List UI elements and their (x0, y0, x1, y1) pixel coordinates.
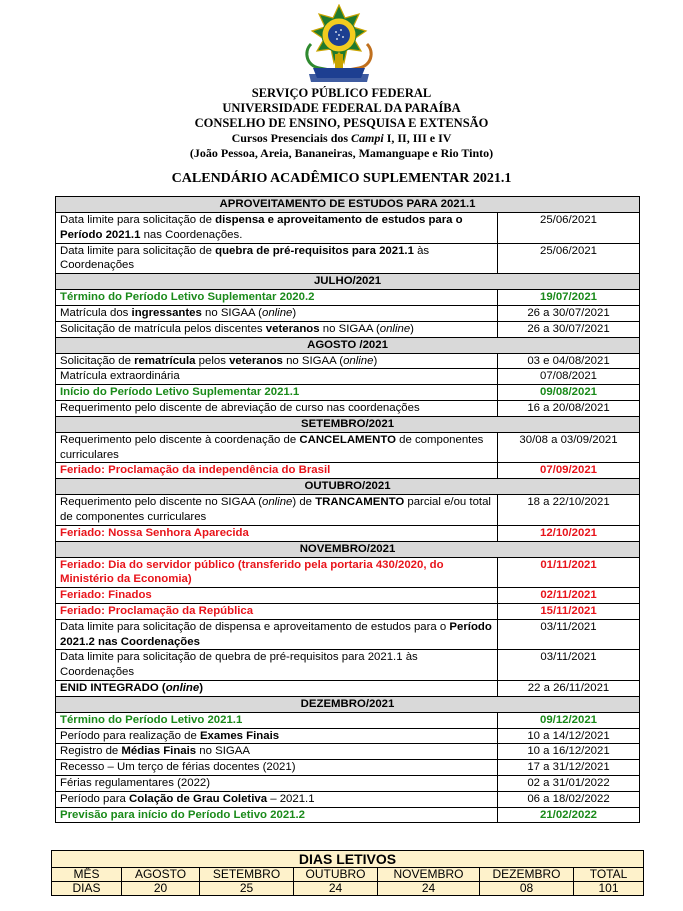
summary-value-cell: 25 (200, 882, 294, 896)
date-cell: 10 a 16/12/2021 (498, 744, 640, 760)
header-line-campi: Cursos Presenciais dos Campi I, II, III e IV (231, 131, 452, 145)
table-row (56, 760, 640, 776)
event-cell: Previsão para início do Período Letivo 2021.2 (56, 807, 498, 823)
date-cell: 17 a 31/12/2021 (498, 760, 640, 776)
section-row (56, 696, 640, 712)
section-header-novembro: NOVEMBRO/2021 (56, 541, 640, 557)
summary-header-cell: OUTUBRO (294, 868, 378, 882)
event-cell: Matrícula dos ingressantes no SIGAA (online) (56, 305, 498, 321)
event-cell: Início do Período Letivo Suplementar 2021.1 (56, 385, 498, 401)
date-cell: 02 a 31/01/2022 (498, 775, 640, 791)
table-row (56, 400, 640, 416)
date-cell: 09/08/2021 (498, 385, 640, 401)
summary-header-row (52, 868, 644, 882)
date-cell: 09/12/2021 (498, 712, 640, 728)
calendar-table (55, 196, 640, 823)
table-row (56, 775, 640, 791)
header-line-council: CONSELHO DE ENSINO, PESQUISA E EXTENSÃO (194, 116, 489, 130)
summary-value-cell: 20 (122, 882, 200, 896)
table-row (56, 369, 640, 385)
event-cell: Matrícula extraordinária (56, 369, 498, 385)
date-cell: 03/11/2021 (498, 619, 640, 650)
header-line-university: UNIVERSIDADE FEDERAL DA PARAÍBA (222, 101, 461, 115)
section-row (56, 541, 640, 557)
date-cell: 25/06/2021 (498, 243, 640, 274)
event-cell: Término do Período Letivo Suplementar 2020.2 (56, 290, 498, 306)
summary-title: DIAS LETIVOS (52, 851, 644, 868)
table-row (56, 432, 640, 463)
event-cell: Solicitação de matrícula pelos discentes veteranos no SIGAA (online) (56, 321, 498, 337)
summary-value-cell: DIAS (52, 882, 122, 896)
section-header-outubro: OUTUBRO/2021 (56, 479, 640, 495)
table-row (56, 305, 640, 321)
section-header-setembro: SETEMBRO/2021 (56, 416, 640, 432)
table-row (56, 557, 640, 588)
table-row (56, 463, 640, 479)
summary-value-cell: 101 (574, 882, 644, 896)
event-cell: Data limite para solicitação de dispensa e aproveitamento de estudos para o Período 2021.2 nas Coordenações (56, 619, 498, 650)
table-row (56, 712, 640, 728)
event-cell: Requerimento pelo discente à coordenação de CANCELAMENTO de componentes curriculares (56, 432, 498, 463)
date-cell: 21/02/2022 (498, 807, 640, 823)
section-row (56, 274, 640, 290)
summary-header-cell: DEZEMBRO (480, 868, 574, 882)
table-row (56, 213, 640, 244)
table-row (56, 385, 640, 401)
school-days-summary-table (51, 850, 644, 896)
event-cell: Data limite para solicitação de dispensa e aproveitamento de estudos para o Período 2021.1 nas Coordenações. (56, 213, 498, 244)
header-line-cities: (João Pessoa, Areia, Bananeiras, Mamanguape e Rio Tinto) (189, 146, 494, 160)
table-row (56, 619, 640, 650)
section-header-aproveitamento: APROVEITAMENTO DE ESTUDOS PARA 2021.1 (56, 197, 640, 213)
date-cell: 02/11/2021 (498, 588, 640, 604)
section-header-agosto: AGOSTO /2021 (56, 337, 640, 353)
date-cell: 07/09/2021 (498, 463, 640, 479)
date-cell: 01/11/2021 (498, 557, 640, 588)
event-cell: Férias regulamentares (2022) (56, 775, 498, 791)
table-row (56, 495, 640, 526)
table-row (56, 680, 640, 696)
brazil-coat-of-arms-icon (297, 4, 381, 84)
table-row (56, 353, 640, 369)
section-row (56, 416, 640, 432)
event-cell: Registro de Médias Finais no SIGAA (56, 744, 498, 760)
table-row (56, 321, 640, 337)
event-cell: Feriado: Dia do servidor público (transferido pela portaria 430/2020, do Ministério da Economia) (56, 557, 498, 588)
date-cell: 26 a 30/07/2021 (498, 321, 640, 337)
section-row (56, 337, 640, 353)
event-cell: Período para Colação de Grau Coletiva – 2021.1 (56, 791, 498, 807)
event-cell: Requerimento pelo discente de abreviação de curso nas coordenações (56, 400, 498, 416)
table-row (56, 243, 640, 274)
table-row (56, 525, 640, 541)
event-cell: Solicitação de rematrícula pelos veteranos no SIGAA (online) (56, 353, 498, 369)
date-cell: 07/08/2021 (498, 369, 640, 385)
event-cell: Data limite para solicitação de quebra de pré-requisitos para 2021.1 às Coordenações (56, 243, 498, 274)
summary-values-row (52, 882, 644, 896)
section-row (56, 197, 640, 213)
date-cell: 30/08 a 03/09/2021 (498, 432, 640, 463)
table-row (56, 650, 640, 681)
page-title: CALENDÁRIO ACADÊMICO SUPLEMENTAR 2021.1 (171, 171, 512, 186)
summary-header-cell: TOTAL (574, 868, 644, 882)
event-cell: Data limite para solicitação de quebra de pré-requisitos para 2021.1 às Coordenações (56, 650, 498, 681)
event-cell: Requerimento pelo discente no SIGAA (online) de TRANCAMENTO parcial e/ou total de componentes curriculares (56, 495, 498, 526)
summary-header-cell: MÊS (52, 868, 122, 882)
section-header-dezembro: DEZEMBRO/2021 (56, 696, 640, 712)
table-row (56, 588, 640, 604)
date-cell: 25/06/2021 (498, 213, 640, 244)
header-line-servico-publico: SERVIÇO PÚBLICO FEDERAL (251, 86, 432, 100)
event-cell: ENID INTEGRADO (online) (56, 680, 498, 696)
date-cell: 03/11/2021 (498, 650, 640, 681)
date-cell: 18 a 22/10/2021 (498, 495, 640, 526)
date-cell: 03 e 04/08/2021 (498, 353, 640, 369)
date-cell: 12/10/2021 (498, 525, 640, 541)
date-cell: 06 a 18/02/2022 (498, 791, 640, 807)
table-row (56, 807, 640, 823)
date-cell: 10 a 14/12/2021 (498, 728, 640, 744)
table-row (56, 791, 640, 807)
section-row (56, 479, 640, 495)
table-row (56, 603, 640, 619)
table-row (56, 744, 640, 760)
table-row (56, 290, 640, 306)
date-cell: 16 a 20/08/2021 (498, 400, 640, 416)
date-cell: 19/07/2021 (498, 290, 640, 306)
event-cell: Feriado: Nossa Senhora Aparecida (56, 525, 498, 541)
summary-value-cell: 24 (294, 882, 378, 896)
event-cell: Feriado: Proclamação da independência do Brasil (56, 463, 498, 479)
summary-header-cell: NOVEMBRO (378, 868, 480, 882)
date-cell: 15/11/2021 (498, 603, 640, 619)
summary-header-cell: AGOSTO (122, 868, 200, 882)
event-cell: Feriado: Proclamação da República (56, 603, 498, 619)
summary-value-cell: 24 (378, 882, 480, 896)
event-cell: Término do Período Letivo 2021.1 (56, 712, 498, 728)
summary-header-cell: SETEMBRO (200, 868, 294, 882)
event-cell: Feriado: Finados (56, 588, 498, 604)
event-cell: Recesso – Um terço de férias docentes (2021) (56, 760, 498, 776)
date-cell: 22 a 26/11/2021 (498, 680, 640, 696)
table-row (56, 728, 640, 744)
summary-value-cell: 08 (480, 882, 574, 896)
date-cell: 26 a 30/07/2021 (498, 305, 640, 321)
section-header-julho: JULHO/2021 (56, 274, 640, 290)
event-cell: Período para realização de Exames Finais (56, 728, 498, 744)
